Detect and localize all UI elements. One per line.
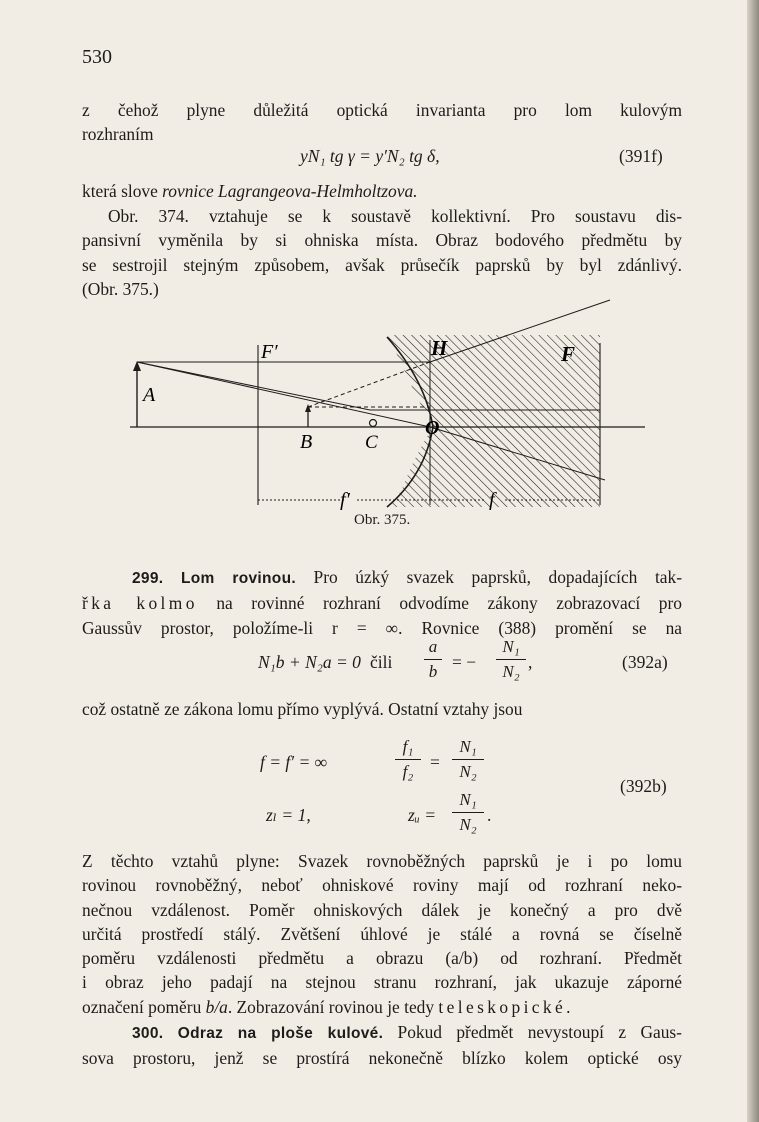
denominator: N₂	[502, 662, 520, 681]
fraction-row1-N1-over-N2	[452, 737, 484, 782]
text-line: řka kolmo na rovinné rozhraní odvodíme zákony zobrazovací pro	[82, 593, 682, 614]
denominator: f₂	[402, 762, 414, 781]
denominator: N₂	[459, 815, 477, 834]
equation-392b-row2-dot: .	[487, 805, 492, 825]
denominator: b	[428, 662, 438, 681]
fraction-bar	[452, 812, 484, 813]
text-line: (Obr. 375.)	[82, 278, 159, 299]
ray-through-center	[137, 362, 370, 410]
text-line: označení poměru b/a. Zobrazování rovinou je tedy teleskopické.	[82, 996, 571, 1017]
text-line: Gaussův prostor, položíme-li r = ∞. Rovnice (388) promění se na	[82, 617, 682, 638]
numerator: N₁	[502, 637, 520, 656]
fraction-bar	[452, 759, 484, 760]
paragraph-lagrange	[82, 179, 682, 203]
text-line: se sestrojil stejným způsobem, avšak průsečík paprsků by byl zdánlivý.	[82, 254, 682, 275]
text-line: Z těchto vztahů plyne: Svazek rovnoběžných paprsků je i po lomu	[82, 851, 682, 871]
text-line: Obr. 374. vztahuje se k soustavě kollektivní. Pro soustavu dis-	[108, 206, 682, 226]
equation-392a-eqsign: = −	[452, 652, 477, 672]
text-line: rovinou rovnoběžný, neboť ohniskové roviny mají od rozhraní neko-	[82, 875, 682, 896]
text-line: určitá prostředí stálý. Zvětšení úhlové je stálé a rovná se číselně	[82, 923, 682, 944]
equation-number-391f: (391f)	[619, 146, 663, 166]
section-300	[82, 1020, 682, 1071]
ray-through-vertex	[137, 362, 430, 427]
label-B: B	[300, 431, 313, 453]
numerator: f₁	[402, 737, 414, 756]
paragraph-conclusions	[82, 849, 682, 1019]
text-line: 300. Odraz na ploše kulové. Pokud předmět nevystoupí z Gaus-	[132, 1022, 682, 1042]
equation-number-392b: (392b)	[620, 776, 667, 796]
label-F: F	[561, 342, 576, 366]
text-line: i obraz jeho padají na stejnou stranu rozhraní, jak ukazuje záporné	[82, 972, 682, 993]
text-line: z čehož plyne důležitá optická invarianta pro lom kulovým	[82, 100, 682, 120]
numerator: N₁	[459, 737, 477, 756]
fraction-N1-over-N2	[496, 637, 526, 682]
equation-392a-word: čili	[370, 652, 393, 672]
label-f: f	[489, 489, 495, 510]
label-A: A	[143, 384, 156, 406]
paragraph-invariant	[82, 98, 682, 147]
equation-392a-comma: ,	[528, 652, 533, 672]
label-C: C	[365, 432, 378, 453]
text-line: sova prostoru, jenž se prostírá nekonečně blízko kolem optické osy	[82, 1048, 682, 1069]
figure-375-diagram	[125, 295, 655, 510]
page-number: 530	[82, 46, 112, 68]
text-line: 299. Lom rovinou. Pro úzký svazek paprsků, dopadajících tak-	[132, 567, 682, 587]
figure-caption: Obr. 375.	[354, 512, 411, 528]
text-line: pansivní vyměnila by si ohniska místa. Obraz bodového předmětu by	[82, 230, 682, 251]
equation-392b-row2-mid: zᵤ =	[408, 805, 437, 825]
center-point-C	[370, 420, 377, 427]
fraction-row2-N1-over-N2	[452, 790, 484, 835]
label-F-prime: F′	[261, 341, 278, 363]
fraction-f1-over-f2	[395, 737, 421, 782]
text-line: rozhraním	[82, 124, 154, 145]
numerator: a	[428, 637, 438, 656]
page-edge-shadow	[747, 0, 759, 1122]
fraction-bar	[424, 659, 442, 660]
denominator: N₂	[459, 762, 477, 781]
label-f-prime: f′	[340, 489, 350, 510]
text-line: což ostatně ze zákona lomu přímo vyplývá. Ostatní vztahy jsou	[82, 699, 523, 719]
paragraph-snell	[82, 697, 682, 721]
numerator: N₁	[459, 790, 477, 809]
section-299	[82, 565, 682, 640]
fraction-a-over-b	[424, 637, 442, 682]
fraction-bar	[496, 659, 526, 660]
text-line: která slove rovnice Lagrangeova-Helmholtzova.	[82, 181, 418, 201]
text-line: nečnou vzdálenost. Poměr ohniskových dálek je konečný a pro dvě	[82, 899, 682, 920]
text-line: poměru vzdálenosti předmětu a obrazu (a/b) od rozhraní. Předmět	[82, 948, 682, 969]
equation-392a-left: N₁b + N₂a = 0	[258, 652, 361, 672]
label-O: O	[425, 417, 440, 439]
equation-392b-row1-left: f = f′ = ∞	[260, 752, 328, 772]
equation-392b-row1-eq: =	[430, 752, 440, 772]
equation-392b-row2-left: zₗ = 1,	[266, 805, 311, 825]
equation-391f: yN₁ tg γ = y′N₂ tg δ,	[300, 146, 440, 166]
image-arrowhead	[305, 404, 311, 412]
equation-number-392a: (392a)	[622, 652, 668, 672]
fraction-bar	[395, 759, 421, 760]
paragraph-dispersive	[82, 204, 682, 301]
label-H: H	[431, 336, 448, 360]
